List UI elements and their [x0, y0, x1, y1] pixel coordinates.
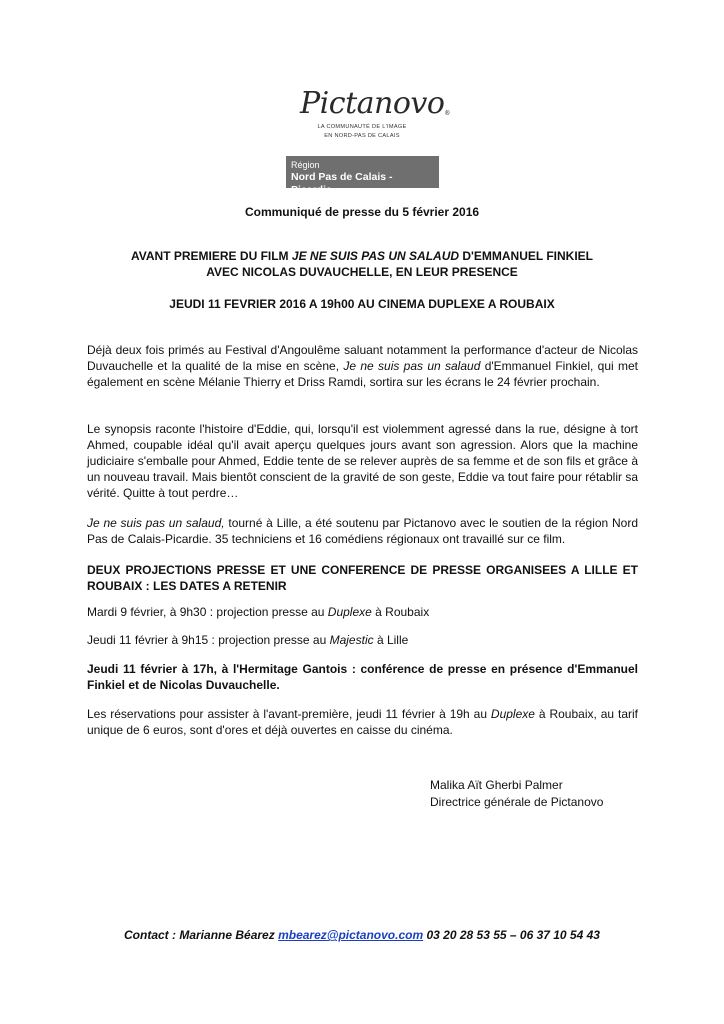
contact-line: Contact : Marianne Béarez mbearez@pictanovo.com 03 20 28 53 55 – 06 37 10 54 43	[124, 928, 600, 942]
paragraph-reservations: Les réservations pour assister à l'avant-première, jeudi 11 février à 19h au Duplexe à Roubaix, au tarif unique de 6 euros, sont d'ores et déjà ouvertes en caisse du cinéma.	[87, 707, 638, 737]
logo-registered-mark: ®	[444, 110, 450, 117]
press-conference: Jeudi 11 février à 17h, à l'Hermitage Gantois : conférence de presse en présence d'Emmanuel Finkiel et de Nicolas Duvauchelle.	[87, 662, 638, 692]
press-release-date: Communiqué de presse du 5 février 2016	[244, 205, 480, 219]
paragraph-dates-heading: DEUX PROJECTIONS PRESSE ET UNE CONFERENCE DE PRESSE ORGANISEES A LILLE ET ROUBAIX : LES DATES A RETENIR	[87, 563, 638, 593]
headline-line-2: AVEC NICOLAS DUVAUCHELLE, EN LEUR PRESENCE	[206, 265, 518, 279]
paragraph-support: Je ne suis pas un salaud, tourné à Lille, a été soutenu par Pictanovo avec le soutien de la région Nord Pas de Calais-Picardie. 35 techniciens et 16 comédiens régionaux ont travaillé sur ce film.	[87, 516, 639, 546]
contact-email-link[interactable]: mbearez@pictanovo.com	[278, 928, 424, 942]
region-logo-line1: Région	[291, 160, 320, 170]
signature-role: Directrice générale de Pictanovo	[430, 795, 604, 809]
screening-lille: Jeudi 11 février à 9h15 : projection presse au Majestic à Lille	[87, 633, 409, 647]
logo-wordmark: Pictanovo	[300, 86, 445, 121]
event-line: JEUDI 11 FEVRIER 2016 A 19h00 AU CINEMA DUPLEXE A ROUBAIX	[169, 297, 555, 311]
region-logo	[286, 156, 439, 196]
signature-name: Malika Aït Gherbi Palmer	[430, 778, 563, 792]
contact-phones: 03 20 28 53 55 – 06 37 10 54 43	[423, 928, 600, 942]
region-logo-line2: Nord Pas de Calais - Picardie	[291, 171, 393, 196]
signature	[430, 777, 603, 811]
screening-roubaix: Mardi 9 février, à 9h30 : projection presse au Duplexe à Roubaix	[87, 605, 430, 619]
logo-tagline-2: EN NORD-PAS DE CALAIS	[324, 133, 400, 139]
paragraph-synopsis: Le synopsis raconte l'histoire d'Eddie, qui, lorsqu'il est violemment agressé dans la rue, désigne à tort Ahmed, coupable idéal qu'il avait aperçu quelques jours avant son agression. Alors que la machine judiciaire s'emballe pour Ahmed, Eddie tente de se relever auprès de sa femme et de son fils et grâce à un nouveau travail. Mais bientôt conscient de la gravité de son geste, Eddie va tout faire pour rétablir sa vérité. Quitte à tout perdre…	[87, 422, 638, 500]
headline-line-1: AVANT PREMIERE DU FILM JE NE SUIS PAS UN SALAUD D'EMMANUEL FINKIEL	[131, 249, 593, 263]
logo-tagline-1: LA COMMUNAUTÉ DE L'IMAGE	[317, 124, 407, 130]
pictanovo-logo	[300, 86, 450, 140]
headline-film-title: JE NE SUIS PAS UN SALAUD	[291, 249, 460, 263]
paragraph-intro: Déjà deux fois primés au Festival d'Angoulême saluant notamment la performance d'acteur de Nicolas Duvauchelle et la qualité de la mise en scène, Je ne suis pas un salaud d'Emmanuel Finkiel, qui met également en scène Mélanie Thierry et Driss Ramdi, sortira sur les écrans le 24 février prochain.	[87, 343, 639, 389]
